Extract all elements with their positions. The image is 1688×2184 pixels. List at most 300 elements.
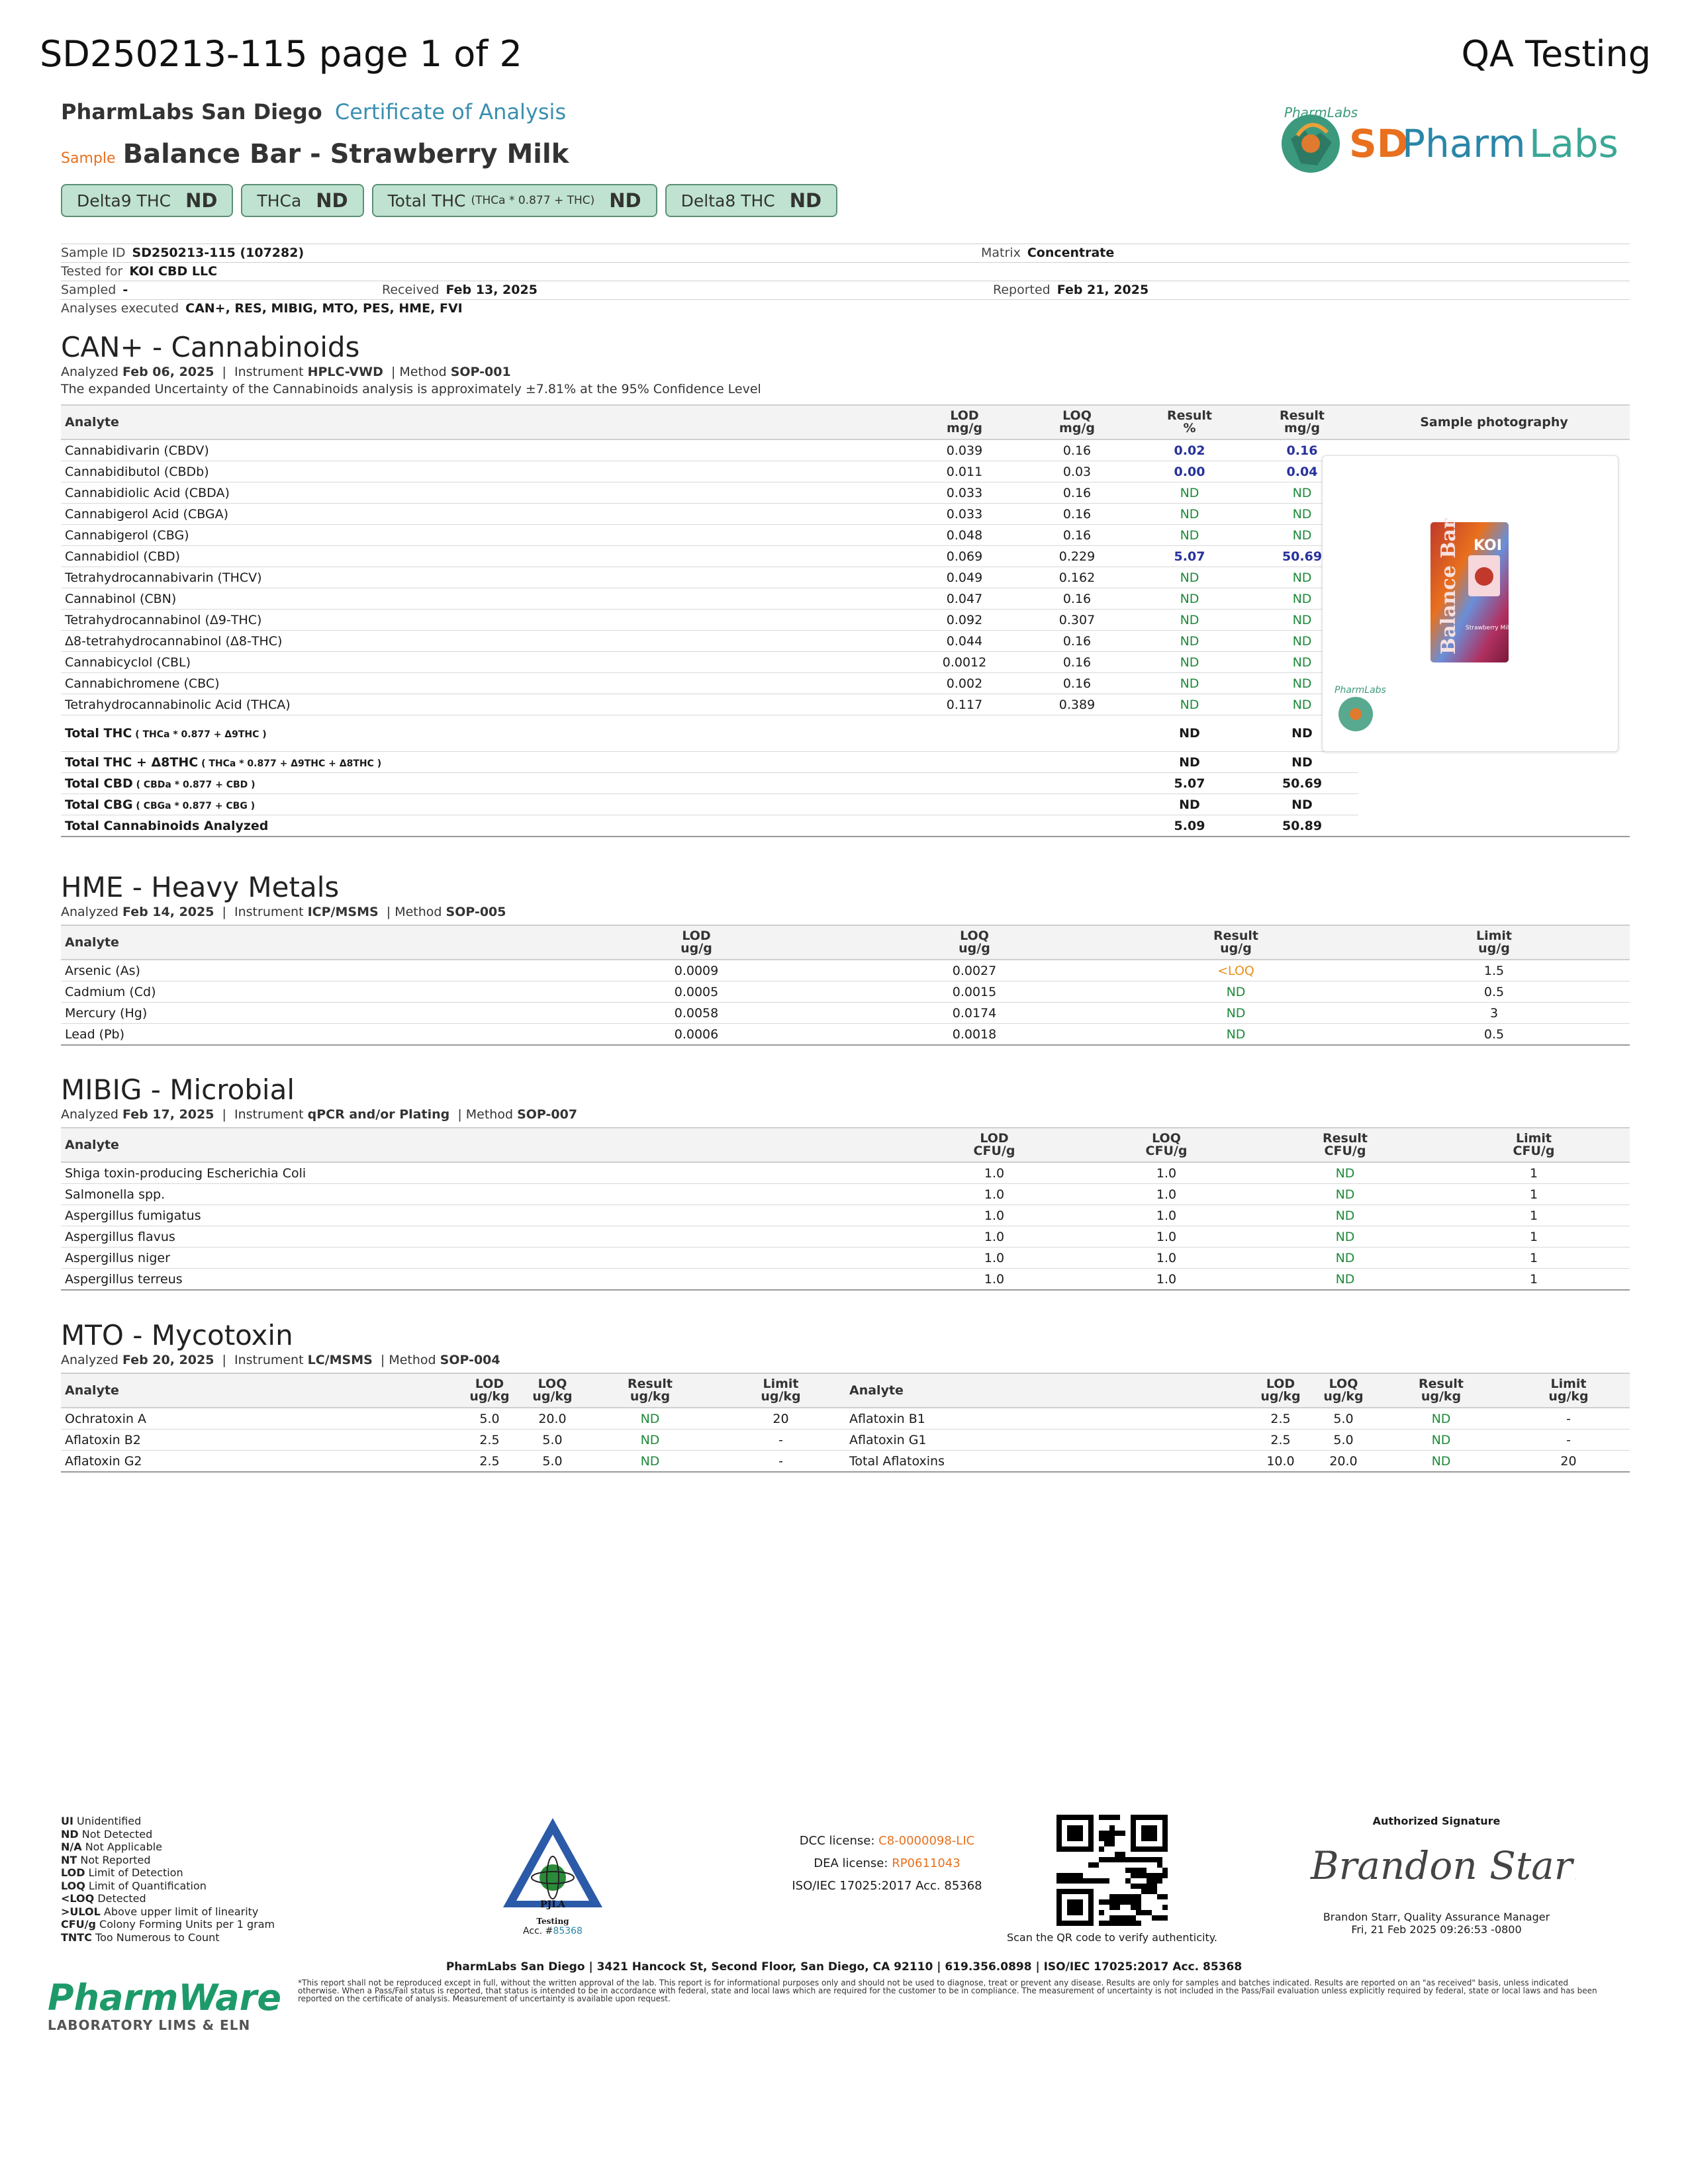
result-pct-cell: ND <box>1133 694 1246 715</box>
licenses <box>741 1830 1033 1897</box>
result-mg-cell: ND <box>1246 504 1358 525</box>
result-cell: ND <box>1252 1226 1438 1248</box>
total-mg-cell: 50.69 <box>1246 773 1358 794</box>
table-row <box>61 1162 1630 1184</box>
meta-row <box>61 300 1630 318</box>
sub-label: Method <box>399 365 447 379</box>
pjla-badge <box>500 1815 606 1940</box>
col-unit: CFU/g <box>1324 1144 1366 1158</box>
loq-cell: 0.16 <box>1021 631 1133 652</box>
page-header-id: SD250213-115 page 1 of 2 <box>40 33 522 75</box>
total-row <box>61 773 1630 794</box>
pharmware-logo <box>48 1977 281 2033</box>
result-pct-cell: ND <box>1133 673 1246 694</box>
loq-cell: 5.0 <box>1312 1430 1375 1451</box>
lod-cell: 1.0 <box>908 1248 1080 1269</box>
sampled: - <box>122 283 128 297</box>
limit-cell: 0.5 <box>1358 981 1630 1003</box>
total-label: Total CBG <box>65 797 133 812</box>
dea-label: DEA license: <box>814 1856 888 1870</box>
analyte-cell: Cannabidivarin (CBDV) <box>61 439 908 461</box>
col-unit: ug/kg <box>469 1389 510 1404</box>
total-label: Total THC <box>65 726 132 741</box>
summary-pills <box>61 184 837 217</box>
col-photo: Sample photography <box>1358 405 1630 439</box>
col-lod-label: LOD <box>950 408 979 423</box>
lod-cell: 2.5 <box>1249 1430 1312 1451</box>
lod-cell: 5.0 <box>458 1408 521 1430</box>
lod-cell: 0.033 <box>908 482 1021 504</box>
legend-text: Above upper limit of linearity <box>100 1905 259 1918</box>
uncertainty-note: The expanded Uncertainty of the Cannabinoids analysis is approximately ±7.81% at the 95% Confidence Level <box>61 382 761 396</box>
col-label: LOD <box>980 1131 1009 1146</box>
table-row <box>61 1205 1630 1226</box>
legend-text: Too Numerous to Count <box>91 1931 220 1944</box>
analyte-cell: Ochratoxin A <box>61 1408 458 1430</box>
limit-cell: 1 <box>1438 1269 1630 1291</box>
col-unit: ug/g <box>1220 941 1252 956</box>
mto-section <box>61 1319 500 1367</box>
col-header <box>1249 1373 1312 1408</box>
result-mg-cell: 0.04 <box>1246 461 1358 482</box>
analyte-cell: Cannabidiol (CBD) <box>61 546 908 567</box>
analyte-cell: Aflatoxin G1 <box>845 1430 1249 1451</box>
pjla-acc-number: 85368 <box>553 1926 583 1936</box>
analyte-cell: Cannabichromene (CBC) <box>61 673 908 694</box>
col-label: Result <box>1213 929 1258 943</box>
total-label-cell <box>61 752 1133 773</box>
col-header: Analyte <box>61 1128 908 1162</box>
table-row <box>61 1184 1630 1205</box>
legend-abbr: <LOQ <box>61 1892 95 1905</box>
page-header-qa: QA Testing <box>1461 33 1651 75</box>
photo-watermark: PharmLabs <box>1335 685 1386 696</box>
meta-label: Received <box>382 283 440 297</box>
signature-block <box>1297 1815 1575 1936</box>
product-photo-icon <box>1323 456 1618 751</box>
loq-cell: 0.229 <box>1021 546 1133 567</box>
col-label: Limit <box>1550 1377 1587 1391</box>
total-formula: ( CBGa * 0.877 + CBG ) <box>132 800 256 811</box>
section-title: MIBIG - Microbial <box>61 1073 295 1106</box>
pill-sub: (THCa * 0.877 + THC) <box>471 194 595 207</box>
col-label: LOD <box>475 1377 504 1391</box>
col-result-mg <box>1246 405 1358 439</box>
pharmware-top: PharmWare <box>48 1977 281 2019</box>
qr-code-icon[interactable] <box>1056 1815 1168 1926</box>
legend-abbr: TNTC <box>61 1931 92 1944</box>
total-label: Total CBD <box>65 776 133 791</box>
analyzed-date: Feb 06, 2025 <box>122 365 214 379</box>
analyte-cell: Tetrahydrocannabinolic Acid (THCA) <box>61 694 908 715</box>
col-header <box>521 1373 584 1408</box>
result-pct-cell: ND <box>1133 652 1246 673</box>
legend-text: Limit of Detection <box>85 1866 183 1879</box>
result-cell: ND <box>1113 1024 1358 1046</box>
lod-cell: 0.002 <box>908 673 1021 694</box>
table-row <box>61 981 1630 1003</box>
col-unit: ug/kg <box>761 1389 801 1404</box>
pill-value: ND <box>316 189 348 212</box>
can-section <box>61 331 761 396</box>
loq-cell: 0.03 <box>1021 461 1133 482</box>
total-label: Total Cannabinoids Analyzed <box>65 818 269 833</box>
result-pct-cell: ND <box>1133 588 1246 610</box>
total-label-cell <box>61 715 1133 752</box>
table-row <box>61 1408 1630 1430</box>
analyte-cell: Arsenic (As) <box>61 960 557 981</box>
legend-item <box>61 1841 275 1854</box>
col-label: LOD <box>1266 1377 1295 1391</box>
col-result-unit: mg/g <box>1284 421 1320 435</box>
col-header: Analyte <box>61 925 557 960</box>
lod-cell: 0.049 <box>908 567 1021 588</box>
analyte-cell: Δ8-tetrahydrocannabinol (Δ8-THC) <box>61 631 908 652</box>
sub-label: Instrument <box>234 365 304 379</box>
iso-accreditation: ISO/IEC 17025:2017 Acc. 85368 <box>792 1879 982 1893</box>
table-row <box>61 1248 1630 1269</box>
method: SOP-007 <box>517 1107 578 1122</box>
result-pct-cell: ND <box>1133 631 1246 652</box>
loq-cell: 0.389 <box>1021 694 1133 715</box>
result-pct-cell: 0.02 <box>1133 439 1246 461</box>
sub-label: Method <box>395 905 442 919</box>
dcc-label: DCC license: <box>799 1834 875 1848</box>
col-header <box>1375 1373 1507 1408</box>
loq-cell: 1.0 <box>1080 1226 1252 1248</box>
result-mg-cell: ND <box>1246 610 1358 631</box>
col-unit: ug/kg <box>1260 1389 1301 1404</box>
col-unit: CFU/g <box>973 1144 1015 1158</box>
col-label: LOQ <box>1152 1131 1181 1146</box>
lod-cell: 2.5 <box>1249 1408 1312 1430</box>
table-row <box>61 1024 1630 1046</box>
result-mg-cell: ND <box>1246 652 1358 673</box>
limit-cell: 1 <box>1438 1226 1630 1248</box>
result-cell: ND <box>1252 1269 1438 1291</box>
loq-cell: 0.16 <box>1021 504 1133 525</box>
col-label: Result <box>628 1377 673 1391</box>
result-cell: ND <box>584 1451 716 1473</box>
col-header <box>908 1128 1080 1162</box>
legend-item <box>61 1854 275 1867</box>
result-mg-cell: ND <box>1246 525 1358 546</box>
result-cell: ND <box>1252 1205 1438 1226</box>
limit-cell: - <box>1507 1408 1630 1430</box>
lod-cell: 1.0 <box>908 1162 1080 1184</box>
total-label-cell <box>61 773 1133 794</box>
col-header <box>1358 925 1630 960</box>
total-row <box>61 752 1630 773</box>
total-formula: ( THCa * 0.877 + Δ9THC ) <box>132 729 267 740</box>
loq-cell: 0.16 <box>1021 482 1133 504</box>
instrument: LC/MSMS <box>307 1353 373 1367</box>
result-cell: ND <box>584 1408 716 1430</box>
col-label: LOQ <box>1329 1377 1358 1391</box>
sample-photo <box>1322 455 1618 752</box>
analyte-cell: Shiga toxin-producing Escherichia Coli <box>61 1162 908 1184</box>
total-row <box>61 815 1630 837</box>
total-row <box>61 794 1630 815</box>
sub-label: Analyzed <box>61 1107 118 1122</box>
loq-cell: 20.0 <box>521 1408 584 1430</box>
sample-heading <box>61 139 569 169</box>
col-lod <box>908 405 1021 439</box>
legend-abbr: CFU/g <box>61 1918 96 1931</box>
col-header <box>1113 925 1358 960</box>
total-mg-cell: ND <box>1246 794 1358 815</box>
logo-emblem-icon <box>1271 103 1628 182</box>
total-pct-cell: 5.09 <box>1133 815 1246 837</box>
loq-cell: 0.307 <box>1021 610 1133 631</box>
col-header <box>716 1373 845 1408</box>
result-pct-cell: ND <box>1133 504 1246 525</box>
analyzed-date: Feb 20, 2025 <box>122 1353 214 1367</box>
legend-abbr: N/A <box>61 1841 82 1853</box>
sub-label: Method <box>389 1353 436 1367</box>
loq-cell: 0.16 <box>1021 673 1133 694</box>
loq-cell: 5.0 <box>521 1451 584 1473</box>
analyte-cell: Tetrahydrocannabivarin (THCV) <box>61 567 908 588</box>
sig-title: Authorized Signature <box>1372 1815 1501 1827</box>
analyte-cell: Salmonella spp. <box>61 1184 908 1205</box>
legend-text: Detected <box>94 1892 146 1905</box>
lod-cell: 0.039 <box>908 439 1021 461</box>
result-mg-cell: 0.16 <box>1246 439 1358 461</box>
col-lod-unit: mg/g <box>947 421 982 435</box>
loq-cell: 5.0 <box>1312 1408 1375 1430</box>
mibig-section <box>61 1073 577 1122</box>
analyte-cell: Aspergillus flavus <box>61 1226 908 1248</box>
col-unit: ug/kg <box>1421 1389 1462 1404</box>
result-cell: ND <box>584 1430 716 1451</box>
lod-cell: 0.0058 <box>557 1003 835 1024</box>
meta-label: Analyses executed <box>61 301 179 316</box>
col-result-unit: % <box>1183 421 1196 435</box>
lod-cell: 1.0 <box>908 1184 1080 1205</box>
meta-row <box>61 263 1630 281</box>
result-cell: ND <box>1113 1003 1358 1024</box>
result-cell: ND <box>1113 981 1358 1003</box>
loq-cell: 0.0018 <box>835 1024 1113 1046</box>
method: SOP-001 <box>450 365 511 379</box>
loq-cell: 0.0027 <box>835 960 1113 981</box>
abbreviation-legend <box>61 1815 275 1944</box>
legend-text: Unidentified <box>73 1815 142 1827</box>
hme-table <box>61 925 1630 1046</box>
limit-cell: 1 <box>1438 1162 1630 1184</box>
legend-abbr: NT <box>61 1853 77 1866</box>
col-unit: ug/kg <box>532 1389 573 1404</box>
analyte-cell: Aflatoxin G2 <box>61 1451 458 1473</box>
doc-title: Certificate of Analysis <box>334 99 567 124</box>
legend-item <box>61 1828 275 1841</box>
loq-cell: 1.0 <box>1080 1205 1252 1226</box>
meta-row <box>61 244 1630 263</box>
dcc-license <box>741 1830 1033 1852</box>
col-label: LOQ <box>538 1377 567 1391</box>
lod-cell: 0.069 <box>908 546 1021 567</box>
loq-cell: 1.0 <box>1080 1269 1252 1291</box>
col-unit: ug/kg <box>630 1389 671 1404</box>
pharmware-bottom: LABORATORY LIMS & ELN <box>48 2017 251 2033</box>
loq-cell: 1.0 <box>1080 1184 1252 1205</box>
col-header <box>1312 1373 1375 1408</box>
result-pct-cell: 5.07 <box>1133 546 1246 567</box>
legend-item <box>61 1892 275 1905</box>
logo-emblem-text: PharmLabs <box>1284 105 1358 120</box>
lod-cell: 2.5 <box>458 1451 521 1473</box>
col-result-label: Result <box>1280 408 1325 423</box>
col-result-pct <box>1133 405 1246 439</box>
legend-text: Limit of Quantification <box>85 1879 207 1892</box>
lod-cell: 10.0 <box>1249 1451 1312 1473</box>
analyses: CAN+, RES, MIBIG, MTO, PES, HME, FVI <box>185 301 463 316</box>
photo-cell <box>1358 794 1630 815</box>
limit-cell: 3 <box>1358 1003 1630 1024</box>
analyzed-date: Feb 14, 2025 <box>122 905 214 919</box>
result-cell: ND <box>1252 1162 1438 1184</box>
result-cell: ND <box>1375 1451 1507 1473</box>
instrument: ICP/MSMS <box>307 905 379 919</box>
analyte-cell: Aflatoxin B2 <box>61 1430 458 1451</box>
lab-heading <box>61 99 566 124</box>
legend-item <box>61 1880 275 1893</box>
col-header <box>1080 1128 1252 1162</box>
loq-cell: 0.16 <box>1021 439 1133 461</box>
result-pct-cell: 0.00 <box>1133 461 1246 482</box>
col-label: LOD <box>682 929 711 943</box>
analyte-cell: Tetrahydrocannabinol (Δ9-THC) <box>61 610 908 631</box>
pill-label: THCa <box>257 191 302 210</box>
total-label-cell <box>61 815 1133 837</box>
pill-value: ND <box>185 189 218 212</box>
col-unit: ug/kg <box>1548 1389 1589 1404</box>
photo-flavor: Strawberry Milk <box>1466 625 1513 631</box>
result-mg-cell: ND <box>1246 631 1358 652</box>
mto-table <box>61 1373 1630 1473</box>
legend-text: Colony Forming Units per 1 gram <box>95 1918 275 1931</box>
section-title: HME - Heavy Metals <box>61 871 340 903</box>
loq-cell: 1.0 <box>1080 1162 1252 1184</box>
table-row <box>61 960 1630 981</box>
result-mg-cell: ND <box>1246 588 1358 610</box>
total-label: Total THC + Δ8THC <box>65 754 199 770</box>
col-header <box>584 1373 716 1408</box>
result-pct-cell: ND <box>1133 610 1246 631</box>
pill-total-thc <box>372 184 657 217</box>
analyte-cell: Aflatoxin B1 <box>845 1408 1249 1430</box>
lod-cell: 0.0012 <box>908 652 1021 673</box>
dcc-value: C8-0000098-LIC <box>878 1834 975 1848</box>
limit-cell: - <box>716 1430 845 1451</box>
col-header: Analyte <box>61 1373 458 1408</box>
limit-cell: 20 <box>716 1408 845 1430</box>
lod-cell: 1.0 <box>908 1269 1080 1291</box>
sub-label: Method <box>465 1107 514 1122</box>
col-loq-label: LOQ <box>1062 408 1092 423</box>
photo-product-text: Balance Bar <box>1437 518 1460 655</box>
table-header <box>61 1128 1630 1162</box>
tested-for: KOI CBD LLC <box>129 264 218 279</box>
table-row <box>61 1451 1630 1473</box>
sig-date: Fri, 21 Feb 2025 09:26:53 -0800 <box>1351 1923 1522 1936</box>
photo-cell <box>1358 773 1630 794</box>
table-header <box>61 1373 1630 1408</box>
col-unit: ug/g <box>1478 941 1510 956</box>
legend-abbr: UI <box>61 1815 73 1827</box>
col-loq-unit: mg/g <box>1059 421 1095 435</box>
col-header <box>835 925 1113 960</box>
lod-cell: 1.0 <box>908 1226 1080 1248</box>
col-unit: ug/g <box>680 941 712 956</box>
sig-name: Brandon Starr, Quality Assurance Manager <box>1323 1911 1550 1923</box>
result-cell: ND <box>1252 1184 1438 1205</box>
dea-license <box>741 1852 1033 1875</box>
total-formula: ( THCa * 0.877 + Δ9THC + Δ8THC ) <box>198 758 382 769</box>
sample-meta <box>61 244 1630 318</box>
lod-cell: 0.011 <box>908 461 1021 482</box>
sub-label: Instrument <box>234 1107 304 1122</box>
meta-label: Tested for <box>61 264 123 279</box>
legend-text: Not Applicable <box>81 1841 163 1853</box>
loq-cell: 0.16 <box>1021 588 1133 610</box>
col-header <box>458 1373 521 1408</box>
pill-value: ND <box>609 189 641 212</box>
result-cell: ND <box>1375 1430 1507 1451</box>
lod-cell: 0.047 <box>908 588 1021 610</box>
result-cell: ND <box>1252 1248 1438 1269</box>
total-mg-cell: ND <box>1246 715 1358 752</box>
loq-cell: 5.0 <box>521 1430 584 1451</box>
col-label: Result <box>1323 1131 1368 1146</box>
table-row <box>61 1430 1630 1451</box>
analyte-cell: Cadmium (Cd) <box>61 981 557 1003</box>
qr-caption: Scan the QR code to verify authenticity. <box>1006 1931 1218 1944</box>
limit-cell: - <box>1507 1430 1630 1451</box>
footer-address: PharmLabs San Diego | 3421 Hancock St, Second Floor, San Diego, CA 92110 | 619.356.0898 | ISO/IEC 17025:2017 Acc. 85368 <box>445 1960 1243 1974</box>
logo-pharm: Pharm <box>1402 121 1526 166</box>
col-header <box>1252 1128 1438 1162</box>
mibig-table <box>61 1127 1630 1291</box>
qr-block <box>1000 1815 1225 1944</box>
col-label: Limit <box>763 1377 799 1391</box>
method: SOP-004 <box>440 1353 500 1367</box>
col-unit: CFU/g <box>1145 1144 1188 1158</box>
limit-cell: 0.5 <box>1358 1024 1630 1046</box>
section-title: MTO - Mycotoxin <box>61 1319 293 1351</box>
legend-item <box>61 1931 275 1944</box>
analyte-cell: Cannabidibutol (CBDb) <box>61 461 908 482</box>
meta-label: Matrix <box>981 246 1021 260</box>
analyte-cell: Cannabigerol Acid (CBGA) <box>61 504 908 525</box>
footer-disclaimer: *This report shall not be reproduced except in full, without the written approval of the lab. This report is for informational purposes only and should not be used to diagnose, treat or prevent any disease. Results are only for samples and batches indicated. Results are reported on an "as received" basis, unless indicated otherwise. When a Pass/Fail status is reported, that status is intended to be in accordance with federal, state and local laws which are required for the customer to be in compliance. The measurement of uncertainty is not included in the Pass/Fail evaluation unless explicitly required by federal, state or local laws and has been reported on the certificate of analysis. Measurement of uncertainty is available upon request. <box>298 1978 1597 2003</box>
pill-label: Delta9 THC <box>77 191 171 210</box>
limit-cell: - <box>716 1451 845 1473</box>
lod-cell: 0.0009 <box>557 960 835 981</box>
analyte-cell: Total Aflatoxins <box>845 1451 1249 1473</box>
matrix: Concentrate <box>1027 246 1115 260</box>
pill-label: Delta8 THC <box>680 191 775 210</box>
instrument: HPLC-VWD <box>307 365 383 379</box>
pill-value: ND <box>789 189 822 212</box>
pjla-acc <box>500 1926 606 1936</box>
photo-cell <box>1358 815 1630 837</box>
meta-label: Reported <box>993 283 1051 297</box>
pill-label: Total THC <box>387 191 466 210</box>
pjla-name: PJLA <box>540 1899 565 1910</box>
analyte-cell: Cannabicyclol (CBL) <box>61 652 908 673</box>
